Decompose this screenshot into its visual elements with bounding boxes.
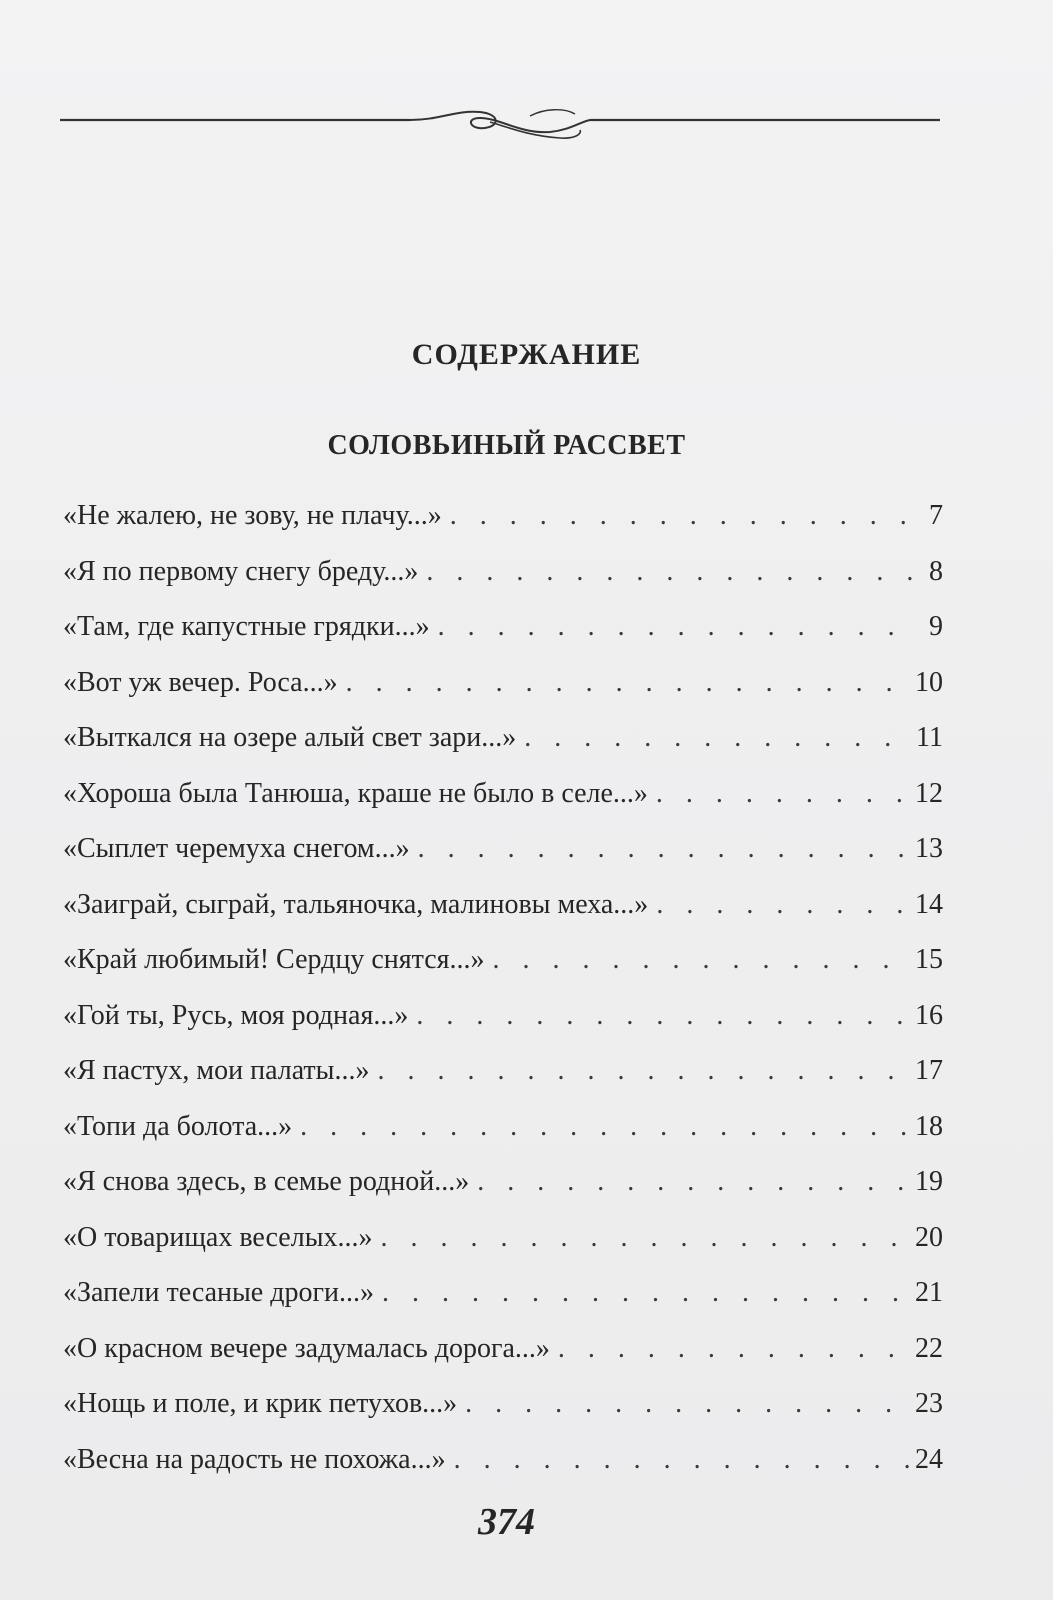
dot-leader — [426, 552, 913, 592]
dot-leader — [524, 718, 910, 758]
toc-entry-title: «Весна на радость не похожа...» — [63, 1443, 446, 1475]
toc-entry — [63, 552, 943, 608]
toc-entry-title: «Я по первому снегу бреду...» — [63, 555, 419, 587]
dot-leader — [438, 607, 913, 647]
dot-leader — [300, 1107, 909, 1147]
dot-leader — [381, 1218, 909, 1258]
toc-title: СОДЕРЖАНИЕ — [411, 338, 642, 371]
toc-entry-title: «О товарищах веселых...» — [63, 1221, 373, 1253]
toc-entry-title: «Гой ты, Русь, моя родная...» — [63, 999, 409, 1031]
toc-entry-title: «О красном вечере задумалась дорога...» — [63, 1332, 550, 1364]
header-ornament — [60, 108, 940, 148]
toc-entry-page: 12 — [915, 777, 943, 809]
dot-leader — [493, 940, 909, 980]
toc-entry — [63, 1273, 943, 1329]
toc-entry-page: 17 — [915, 1055, 943, 1086]
toc-entry-page: 19 — [915, 1166, 943, 1197]
toc-entry-page: 15 — [915, 944, 943, 975]
toc-entry-page: 18 — [915, 1110, 943, 1142]
dot-leader — [656, 885, 909, 925]
toc-entry-title: «Заиграй, сыграй, тальяночка, малиновы меха...» — [63, 888, 649, 920]
toc-entry-title: «Сыплет черемуха снегом...» — [63, 833, 410, 864]
toc-entry — [63, 1107, 943, 1163]
toc-entry — [63, 829, 943, 885]
toc-entry-page: 10 — [915, 666, 943, 698]
toc-entry-title: «Запели тесаные дроги...» — [63, 1277, 374, 1308]
toc-entry — [63, 1051, 943, 1107]
toc-entry-page: 22 — [915, 1332, 943, 1364]
toc-entry — [63, 774, 943, 830]
toc-entry — [63, 885, 943, 941]
toc-entry — [63, 607, 943, 663]
toc-entry-title: «Выткался на озере алый свет зари...» — [63, 722, 517, 753]
dot-leader — [450, 496, 913, 536]
section-title: СОЛОВЬИНЫЙ РАССВЕТ — [327, 430, 686, 461]
toc-entry-title: «Край любимый! Сердцу снятся...» — [63, 944, 485, 975]
toc-entry — [63, 1329, 943, 1385]
toc-entry-page: 8 — [929, 555, 943, 587]
toc-entry — [63, 940, 943, 996]
toc-entry — [63, 1384, 943, 1440]
toc-entry — [63, 663, 943, 719]
toc-entry — [63, 1218, 943, 1274]
dot-leader — [465, 1384, 909, 1424]
toc-entry-page: 16 — [915, 999, 943, 1031]
toc-entry-title: «Вот уж вечер. Роса...» — [63, 666, 338, 698]
toc-entry — [63, 1162, 943, 1218]
dot-leader — [377, 1051, 909, 1091]
dot-leader — [454, 1440, 909, 1480]
page-number: 374 — [478, 1501, 535, 1543]
toc-entry-title: «Нощь и поле, и крик петухов...» — [63, 1388, 458, 1419]
toc-entry-page: 14 — [915, 888, 943, 920]
toc-entry-page: 9 — [929, 611, 943, 642]
toc-entry-title: «Хороша была Танюша, краше не было в селе...» — [63, 777, 648, 809]
toc-list — [63, 496, 943, 1495]
toc-entry-title: «Я снова здесь, в семье родной...» — [63, 1166, 470, 1197]
dot-leader — [382, 1273, 909, 1313]
toc-entry-title: «Не жалею, не зову, не плачу...» — [63, 500, 442, 531]
toc-entry-page: 21 — [915, 1277, 943, 1308]
dot-leader — [346, 663, 909, 703]
toc-entry-page: 7 — [929, 500, 943, 531]
toc-entry-page: 13 — [915, 833, 943, 864]
toc-entry — [63, 718, 943, 774]
toc-entry-page: 23 — [915, 1388, 943, 1419]
toc-entry — [63, 996, 943, 1052]
toc-entry — [63, 496, 943, 552]
toc-entry-page: 24 — [915, 1443, 943, 1475]
dot-leader — [418, 829, 909, 869]
toc-entry-title: «Я пастух, мои палаты...» — [63, 1055, 370, 1086]
dot-leader — [656, 774, 909, 814]
toc-entry-page: 20 — [915, 1221, 943, 1253]
toc-entry-page: 11 — [916, 722, 943, 753]
toc-entry-title: «Топи да болота...» — [63, 1110, 293, 1142]
dot-leader — [558, 1329, 909, 1369]
dot-leader — [416, 996, 909, 1036]
flourish-ornament-icon — [60, 108, 940, 148]
dot-leader — [477, 1162, 909, 1202]
toc-entry — [63, 1440, 943, 1496]
toc-entry-title: «Там, где капустные грядки...» — [63, 611, 430, 642]
